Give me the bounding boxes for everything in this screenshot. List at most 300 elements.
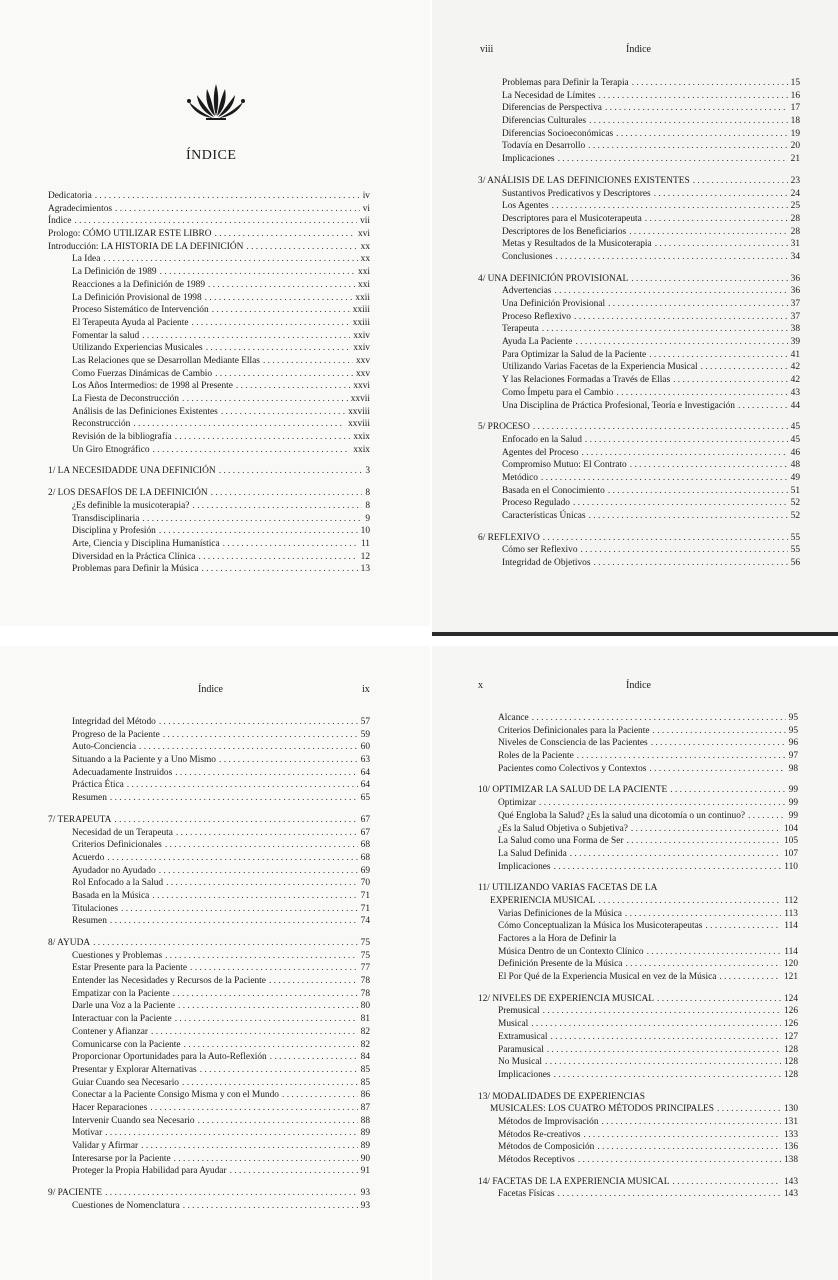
toc-entry	[48, 839, 370, 852]
section-spacer	[48, 456, 370, 465]
toc-entry-page: 36	[790, 286, 800, 297]
dot-leader	[200, 1064, 358, 1077]
toc-entry-label: Optimizar	[498, 798, 537, 809]
dot-leader	[539, 797, 786, 810]
toc-list	[48, 190, 370, 576]
toc-entry-label: Arte, Ciencia y Disciplina Humanística	[72, 538, 220, 549]
toc-entry	[48, 406, 370, 419]
toc-entry-page: 99	[788, 785, 798, 796]
dot-leader	[653, 725, 786, 738]
toc-entry-page: 65	[360, 793, 370, 804]
toc-entry-label: 9/ PACIENTE	[48, 1188, 103, 1199]
toc-entry	[48, 988, 370, 1001]
toc-entry-page: xxv	[355, 368, 370, 379]
toc-entry-label: Conectar a la Paciente Consigo Misma y con el Mundo	[72, 1090, 279, 1101]
dot-leader	[107, 852, 357, 865]
toc-entry	[478, 213, 800, 226]
toc-entry	[478, 1018, 798, 1031]
book-page-ix	[0, 646, 430, 1280]
toc-entry	[478, 400, 800, 413]
toc-entry-page: 8	[365, 488, 370, 499]
toc-entry-page: 11	[360, 538, 370, 549]
toc-entry-label: Paramusical	[498, 1044, 544, 1055]
dot-leader	[114, 814, 357, 827]
toc-chapter-entry	[478, 175, 800, 188]
toc-entry-page: 89	[360, 1141, 370, 1151]
toc-entry	[478, 712, 798, 725]
toc-entry	[48, 1153, 370, 1166]
toc-entry-label: Dedicatoria	[48, 191, 92, 201]
section-spacer	[48, 478, 370, 487]
toc-entry-page: 85	[360, 1077, 370, 1088]
toc-entry-page: xxiii	[352, 305, 370, 316]
toc-entry-label: Titulaciones	[72, 903, 119, 914]
dot-leader	[139, 741, 358, 754]
section-spacer	[478, 166, 800, 175]
toc-entry-label: Contener y Afianzar	[72, 1026, 149, 1037]
toc-entry-page: 28	[790, 213, 800, 224]
toc-entry-page: 51	[790, 485, 800, 496]
toc-entry-label: Alcance	[498, 713, 529, 723]
dot-leader	[236, 380, 350, 393]
toc-entry-page: 96	[788, 738, 798, 749]
toc-entry	[48, 915, 370, 928]
toc-chapter-entry	[478, 993, 798, 1006]
dot-leader	[631, 823, 781, 836]
toc-entry-label: Música Dentro de un Contexto Clínico	[498, 946, 644, 957]
dot-leader	[223, 538, 358, 551]
toc-entry	[48, 877, 370, 890]
toc-entry-label: Transdisciplinaria	[72, 513, 140, 524]
toc-entry-page: 42	[790, 375, 800, 386]
toc-entry-label: Descriptores para el Musicoterapeuta	[502, 213, 642, 224]
dot-leader	[655, 238, 788, 251]
toc-entry	[48, 1077, 370, 1090]
toc-entry-label: El Terapeuta Ayuda al Paciente	[72, 317, 189, 328]
toc-entry-label: Factores a la Hora de Definir la	[498, 934, 617, 944]
toc-entry-label: Prologo: CÓMO UTILIZAR ESTE LIBRO	[48, 229, 212, 240]
toc-chapter-entry	[48, 241, 370, 254]
dot-leader	[219, 465, 363, 478]
toc-entry-page: 75	[360, 950, 370, 961]
toc-entry-label: Cuestiones de Nomenclatura	[72, 1200, 180, 1211]
dot-leader	[178, 1000, 358, 1013]
toc-entry	[48, 1000, 370, 1013]
toc-entry-label: La Definición Provisional de 1998	[72, 292, 202, 303]
toc-entry-page: 60	[360, 742, 370, 753]
dot-leader	[649, 349, 787, 362]
dot-leader	[582, 447, 788, 460]
toc-entry-label: Revisión de la bibliografía	[72, 432, 172, 443]
dot-leader	[159, 716, 358, 729]
toc-entry	[478, 861, 798, 874]
toc-entry-label: Como Fuerzas Dinámicas de Cambio	[72, 368, 213, 379]
toc-entry	[478, 472, 800, 485]
toc-entry	[478, 336, 800, 349]
dot-leader	[133, 418, 345, 431]
dot-leader	[208, 279, 355, 292]
toc-entry-page: 89	[360, 1128, 370, 1139]
dot-leader	[598, 90, 787, 103]
toc-entry-page: 99	[788, 798, 798, 809]
dot-leader	[748, 810, 786, 823]
toc-entry	[48, 317, 370, 330]
dot-leader	[594, 557, 788, 570]
toc-chapter-entry	[478, 882, 798, 895]
dot-leader	[198, 551, 357, 564]
toc-entry	[48, 1064, 370, 1077]
toc-entry-label: Guiar Cuando sea Necesario	[72, 1077, 179, 1088]
toc-entry-label: El Por Qué de la Experiencia Musical en vez de la Música	[498, 972, 717, 983]
toc-entry	[478, 1129, 798, 1142]
toc-entry-label: 4/ UNA DEFINICIÓN PROVISIONAL	[478, 273, 629, 284]
toc-entry-label: Musical	[498, 1019, 529, 1030]
toc-entry	[48, 767, 370, 780]
toc-entry	[478, 128, 800, 141]
toc-entry	[478, 848, 798, 861]
toc-entry-label: Una Definición Provisional	[502, 299, 606, 309]
toc-entry	[478, 90, 800, 103]
dot-leader	[543, 1005, 781, 1018]
toc-entry-label: Basada en la Música	[72, 890, 150, 901]
toc-entry-page: 84	[360, 1052, 370, 1063]
toc-entry-page: xxviii	[348, 406, 370, 417]
toc-entry	[478, 226, 800, 239]
toc-entry	[48, 1051, 370, 1064]
toc-entry-page: xxi	[358, 279, 370, 290]
toc-entry	[478, 1141, 798, 1154]
dot-leader	[159, 525, 358, 538]
toc-entry-label: Análisis de las Definiciones Existentes	[72, 406, 218, 417]
dot-leader	[165, 839, 358, 852]
dot-leader	[693, 175, 788, 188]
toc-entry-page: xxiii	[352, 317, 370, 328]
toc-entry	[48, 1039, 370, 1052]
toc-entry-label: Ayudador no Ayudado	[72, 865, 156, 876]
toc-entry-label: Disciplina y Profesión	[72, 526, 156, 537]
toc-chapter-entry	[478, 273, 800, 286]
toc-entry-label: Agradecimientos	[48, 203, 113, 214]
toc-entry	[478, 298, 800, 311]
toc-entry-page: 10	[360, 526, 370, 537]
toc-entry-label: Basada en el Conocimiento	[502, 485, 605, 496]
toc-chapter-entry	[478, 421, 800, 434]
toc-entry	[478, 1188, 798, 1201]
dot-leader	[230, 1165, 358, 1178]
toc-entry	[478, 77, 800, 90]
toc-entry-page: 133	[783, 1129, 798, 1140]
toc-entry-page: 52	[790, 498, 800, 509]
toc-entry-label: Resumen	[72, 793, 107, 804]
toc-entry	[478, 895, 798, 908]
toc-entry-page: 67	[360, 814, 370, 825]
toc-entry-page: 126	[783, 1006, 798, 1017]
page-number: viii	[480, 44, 494, 55]
toc-entry-label: Niveles de Consciencia de las Pacientes	[498, 738, 648, 749]
toc-entry	[478, 544, 800, 557]
toc-entry-label: Agentes del Proceso	[502, 447, 579, 458]
toc-entry-label: Diversidad en la Práctica Clínica	[72, 551, 196, 562]
toc-entry-page: 120	[783, 959, 798, 970]
toc-entry-page: 25	[790, 201, 800, 212]
toc-entry	[48, 525, 370, 538]
toc-entry-page: 90	[360, 1153, 370, 1164]
toc-entry-label: Las Relaciones que se Desarrollan Mediante Ellas	[72, 355, 260, 366]
dot-leader	[581, 544, 788, 557]
toc-entry-page: 43	[790, 387, 800, 398]
toc-entry-page: vii	[360, 216, 370, 227]
toc-entry-label: La Idea	[72, 254, 101, 265]
toc-entry-page: 80	[360, 1001, 370, 1012]
toc-entry-page: 127	[783, 1031, 798, 1042]
toc-entry	[478, 958, 798, 971]
toc-entry	[478, 447, 800, 460]
toc-entry	[48, 279, 370, 292]
toc-entry-page: 113	[784, 908, 798, 919]
toc-entry-page: 128	[783, 1044, 798, 1055]
dot-leader	[542, 323, 788, 336]
toc-entry-label: Para Optimizar la Salud de la Paciente	[502, 349, 647, 360]
toc-entry	[48, 792, 370, 805]
dot-leader	[127, 779, 358, 792]
toc-entry-label: Implicaciones	[498, 861, 551, 872]
toc-entry	[48, 975, 370, 988]
toc-entry-page: vi	[362, 203, 370, 214]
toc-entry-page: 37	[790, 299, 800, 309]
dot-leader	[670, 784, 785, 797]
toc-entry-label: Acuerdo	[72, 852, 105, 863]
dot-leader	[717, 1103, 781, 1116]
toc-entry-label: Terapeuta	[502, 324, 539, 335]
toc-entry	[478, 1154, 798, 1167]
toc-chapter-entry	[478, 532, 800, 545]
section-spacer	[478, 412, 800, 421]
toc-entry	[478, 1044, 798, 1057]
toc-entry-label: Proteger la Propia Habilidad para Ayudar	[72, 1166, 227, 1177]
toc-entry	[48, 1127, 370, 1140]
dot-leader	[183, 1200, 358, 1213]
toc-entry-label: Advertencias	[502, 286, 552, 297]
toc-entry-page: 16	[790, 90, 800, 101]
toc-entry-page: 71	[360, 890, 370, 901]
toc-entry-label: Diferencias Socioeconómicas	[502, 128, 614, 139]
toc-entry	[48, 342, 370, 355]
toc-entry-label: 6/ REFLEXIVO	[478, 532, 540, 543]
dot-leader	[215, 228, 355, 241]
dot-leader	[588, 140, 787, 153]
toc-entry	[48, 754, 370, 767]
dot-leader	[202, 563, 358, 576]
toc-entry	[48, 827, 370, 840]
toc-entry	[478, 285, 800, 298]
toc-entry-label: 14/ FACETAS DE LA EXPERIENCIA MUSICAL	[478, 1176, 670, 1187]
toc-entry-label: Qué Engloba la Salud? ¿Es la salud una dicotomía o un continuo?	[498, 810, 746, 821]
toc-entry	[478, 361, 800, 374]
dot-leader	[282, 1089, 358, 1102]
toc-entry	[478, 153, 800, 166]
dot-leader	[719, 971, 781, 984]
toc-entry-label: Un Giro Etnográfico	[72, 444, 150, 455]
toc-entry	[48, 1200, 370, 1213]
dot-leader	[631, 273, 787, 286]
toc-entry-page: iv	[362, 191, 370, 201]
toc-entry	[478, 434, 800, 447]
dot-leader	[165, 950, 358, 963]
toc-entry-page: 95	[788, 725, 798, 736]
toc-entry	[478, 485, 800, 498]
toc-entry	[478, 725, 798, 738]
toc-entry	[48, 444, 370, 457]
toc-entry-label: Proceso Regulado	[502, 498, 570, 509]
toc-entry	[478, 763, 798, 776]
toc-chapter-entry	[48, 228, 370, 241]
toc-entry-label: Empatizar con la Paciente	[72, 988, 170, 999]
toc-entry-page: 107	[783, 848, 798, 859]
toc-entry-label: ¿Es definible la musicoterapia?	[72, 500, 190, 511]
toc-entry-page: 85	[360, 1064, 370, 1075]
dot-leader	[554, 285, 787, 298]
dot-leader	[673, 374, 788, 387]
toc-entry	[48, 551, 370, 564]
toc-entry-label: Descriptores de los Beneficiarios	[502, 226, 627, 237]
toc-entry-label: Enfocado en la Salud	[502, 434, 582, 445]
dot-leader	[550, 1031, 780, 1044]
dot-leader	[115, 203, 360, 216]
toc-entry-label: Hacer Reparaciones	[72, 1102, 148, 1113]
toc-entry	[478, 1031, 798, 1044]
toc-entry	[478, 557, 800, 570]
toc-entry-page: 138	[783, 1155, 798, 1165]
toc-entry-page: xxv	[355, 355, 370, 366]
toc-entry-label: Todavía en Desarrollo	[502, 141, 586, 152]
toc-entry-page: 93	[360, 1200, 370, 1211]
toc-entry	[48, 538, 370, 551]
toc-entry-page: 34	[790, 251, 800, 262]
toc-entry	[478, 810, 798, 823]
dot-leader	[585, 434, 788, 447]
dot-leader	[103, 253, 357, 266]
toc-entry-label: 1/ LA NECESIDADDE UNA DEFINICIÓN	[48, 466, 216, 477]
toc-entry-page: 99	[788, 810, 798, 821]
toc-entry-label: Interactuar con la Paciente	[72, 1014, 172, 1025]
toc-entry	[48, 431, 370, 444]
toc-entry-label: Reacciones a la Definición de 1989	[72, 279, 206, 290]
dot-leader	[269, 975, 358, 988]
toc-entry-page: 97	[788, 751, 798, 762]
toc-entry-page: xxiv	[353, 330, 370, 341]
dot-leader	[221, 406, 345, 419]
toc-entry-label: 3/ ANÁLISIS DE LAS DEFINICIONES EXISTENTES	[478, 175, 690, 186]
toc-entry	[478, 311, 800, 324]
toc-entry	[478, 102, 800, 115]
toc-entry-page: 124	[783, 993, 798, 1004]
toc-chapter-entry	[478, 784, 798, 797]
toc-entry-label: Problemas para Definir la Música	[72, 564, 199, 575]
toc-entry	[478, 497, 800, 510]
toc-entry	[48, 253, 370, 266]
dot-leader	[605, 102, 788, 115]
toc-entry-label: Integridad del Método	[72, 717, 156, 727]
toc-entry-label: Proporcionar Oportunidades para la Auto-Reflexión	[72, 1052, 267, 1063]
toc-entry-page: 88	[360, 1115, 370, 1126]
toc-entry-page: 36	[790, 273, 800, 284]
toc-entry-label: Características Únicas	[502, 511, 586, 521]
toc-entry	[48, 1115, 370, 1128]
toc-chapter-entry	[48, 465, 370, 478]
dot-leader	[554, 861, 782, 874]
toc-chapter-entry	[48, 814, 370, 827]
dot-leader	[554, 1069, 781, 1082]
toc-entry	[48, 513, 370, 526]
dot-leader	[190, 962, 358, 975]
toc-entry	[48, 368, 370, 381]
dot-leader	[738, 400, 788, 413]
dot-leader	[182, 1077, 358, 1090]
toc-chapter-entry	[48, 190, 370, 203]
dot-leader	[184, 1039, 358, 1052]
toc-entry-page: 143	[783, 1189, 798, 1200]
toc-entry-label: 12/ NIVELES DE EXPERIENCIA MUSICAL	[478, 993, 655, 1004]
toc-entry-label: Entender las Necesidades y Recursos de la Paciente	[72, 976, 266, 987]
dot-leader	[556, 251, 788, 264]
toc-entry-page: 130	[783, 1104, 798, 1115]
toc-entry-page: 68	[360, 852, 370, 863]
dot-leader	[105, 1187, 358, 1200]
toc-entry-label: Auto-Conciencia	[72, 742, 137, 753]
toc-entry-page: xxii	[355, 292, 370, 303]
toc-entry-page: 114	[784, 921, 798, 932]
toc-entry-label: Utilizando Varias Facetas de la Experiencia Musical	[502, 362, 698, 373]
toc-entry-page: 21	[790, 154, 800, 165]
toc-entry-label: La Fiesta de Deconstrucción	[72, 394, 179, 404]
toc-entry	[478, 797, 798, 810]
dot-leader	[589, 510, 788, 523]
toc-entry-page: 104	[783, 823, 798, 834]
toc-entry-page: 17	[790, 103, 800, 114]
toc-entry-label: La Necesidad de Límites	[502, 90, 596, 101]
palmette-ornament-icon	[186, 80, 246, 120]
section-spacer	[478, 1167, 798, 1176]
toc-entry-page: 52	[790, 511, 800, 521]
toc-entry-page: 143	[783, 1176, 798, 1187]
toc-entry-label: Métodos Receptivos	[498, 1155, 575, 1165]
toc-entry	[478, 140, 800, 153]
toc-list	[478, 77, 800, 570]
toc-entry-page: xxiv	[353, 343, 370, 354]
book-page-x	[432, 646, 838, 1280]
toc-entry	[478, 908, 798, 921]
toc-entry-label: Implicaciones	[498, 1069, 551, 1080]
dot-leader	[142, 513, 362, 526]
dot-leader	[651, 737, 786, 750]
toc-entry-label: Metódico	[502, 472, 538, 483]
toc-entry-label: Pacientes como Colectivos y Contextos	[498, 763, 647, 774]
toc-entry-label: Progreso de la Paciente	[72, 729, 160, 740]
toc-entry	[478, 835, 798, 848]
toc-entry	[478, 374, 800, 387]
toc-entry	[48, 779, 370, 792]
toc-entry-page: 114	[784, 946, 798, 957]
toc-entry-page: 128	[783, 1057, 798, 1068]
toc-entry	[48, 380, 370, 393]
dot-leader	[205, 292, 353, 305]
toc-entry	[48, 563, 370, 576]
toc-entry	[48, 1140, 370, 1153]
toc-entry	[478, 933, 798, 946]
toc-entry-page: xxvii	[350, 394, 370, 404]
dot-leader	[110, 915, 358, 928]
dot-leader	[192, 500, 362, 513]
